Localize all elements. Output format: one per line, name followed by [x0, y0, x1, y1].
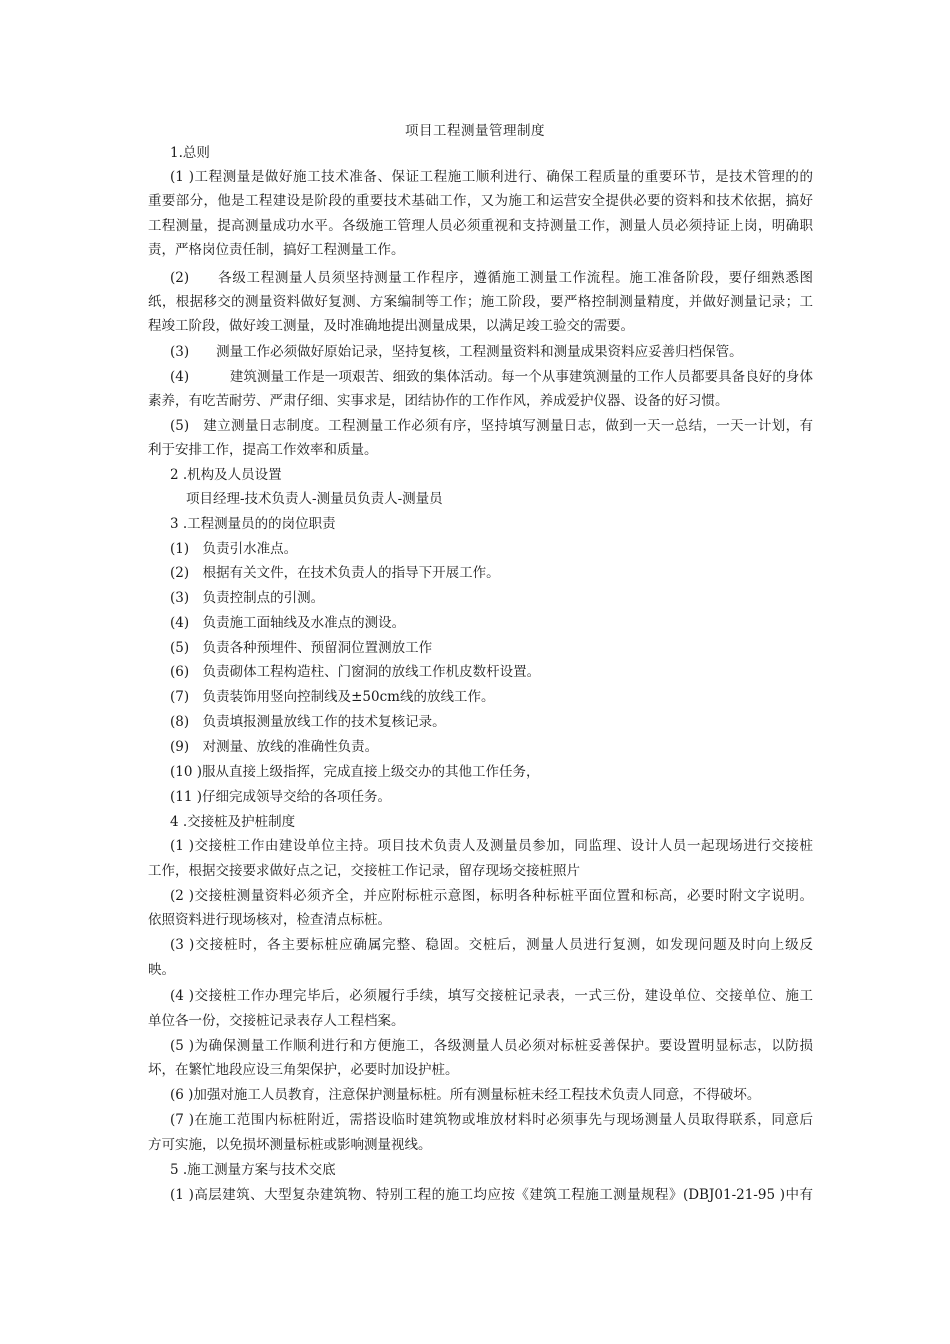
document-title: 项目工程测量管理制度: [405, 123, 545, 139]
org-chain: 项目经理-技术负责人-测量员负责人-测量员: [186, 491, 443, 507]
list-item: (4) 负责施工面轴线及水准点的测设。: [170, 615, 406, 631]
paragraph-line: 工作，根据交接要求做好点之记，交接桩工作记录，留存现场交接桩照片: [148, 863, 580, 879]
paragraph-line: (3 )交接桩时，各主要标桩应确属完整、稳固。交桩后，测量人员进行复测，如发现问题及时向上级反: [170, 937, 813, 953]
paragraph-line: 映。: [148, 962, 175, 978]
list-item: (10 )服从直接上级指挥，完成直接上级交办的其他工作任务，: [170, 764, 540, 780]
paragraph-line: 单位各一份，交接桩记录表存人工程档案。: [148, 1013, 405, 1029]
paragraph-line: (3) 测量工作必须做好原始记录，坚持复核，工程测量资料和测量成果资料应妥善归档保管。: [170, 344, 743, 360]
paragraph-line: (6 )加强对施工人员教育，注意保护测量标桩。所有测量标桩未经工程技术负责人同意，不得破坏。: [170, 1087, 761, 1103]
section-heading: 4 .交接桩及护桩制度: [170, 814, 296, 830]
list-item: (7) 负责装饰用竖向控制线及±50cm线的放线工作。: [170, 689, 495, 705]
paragraph-line: (1 )高层建筑、大型复杂建筑物、特别工程的施工均应按《建筑工程施工测量规程》(DBJ01-21-95 )中有: [170, 1187, 813, 1203]
paragraph-line: (5) 建立测量日志制度。工程测量工作必须有序，坚持填写测量日志，做到一天一总结，一天一计划，有: [170, 418, 813, 434]
paragraph-line: 程竣工阶段，做好竣工测量，及时准确地提出测量成果，以满足竣工验交的需要。: [148, 318, 634, 334]
section-heading: 1.总则: [170, 145, 210, 161]
list-item: (5) 负责各种预埋件、预留洞位置测放工作: [170, 640, 433, 656]
paragraph-line: 工程测量，提高测量成功水平。各级施工管理人员必须重视和支持测量工作，测量人员必须持证上岗，明确职: [148, 218, 813, 234]
paragraph-line: 重要部分，他是工程建设是阶段的重要技术基础工作，又为施工和运营安全提供必要的资料和技术依据，搞好: [148, 193, 813, 209]
paragraph-line: 纸，根据移交的测量资料做好复测、方案编制等工作；施工阶段，要严格控制测量精度，并做好测量记录；工: [148, 294, 813, 310]
paragraph-line: (1 )工程测量是做好施工技术准备、保证工程施工顺利进行、确保工程质量的重要环节，是技术管理的的: [170, 169, 813, 185]
list-item: (11 )仔细完成领导交给的各项任务。: [170, 789, 392, 805]
paragraph-line: 方可实施，以免损坏测量标桩或影响测量视线。: [148, 1137, 432, 1153]
list-item: (6) 负责砌体工程构造柱、门窗洞的放线工作机皮数杆设置。: [170, 664, 541, 680]
paragraph-line: 利于安排工作，提高工作效率和质量。: [148, 442, 378, 458]
paragraph-line: 坏，在繁忙地段应设三角架保护，必要时加设护桩。: [148, 1062, 459, 1078]
paragraph-line: 依照资料进行现场核对，检查清点标桩。: [148, 912, 391, 928]
paragraph-line: (4 )交接桩工作办理完毕后，必须履行手续，填写交接桩记录表，一式三份，建设单位、交接单位、施工: [170, 988, 813, 1004]
section-heading: 3 .工程测量员的的岗位职责: [170, 516, 336, 532]
list-item: (9) 对测量、放线的准确性负责。: [170, 739, 379, 755]
paragraph-line: 责，严格岗位责任制，搞好工程测量工作。: [148, 242, 405, 258]
list-item: (2) 根据有关文件，在技术负责人的指导下开展工作。: [170, 565, 500, 581]
list-item: (8) 负责填报测量放线工作的技术复核记录。: [170, 714, 446, 730]
list-item: (3) 负责控制点的引测。: [170, 590, 325, 606]
paragraph-line: 素养，有吃苦耐劳、严肃仔细、实事求是，团结协作的工作作风，养成爱护仪器、设备的好习惯。: [148, 393, 729, 409]
section-heading: 2 .机构及人员设置: [170, 467, 282, 483]
paragraph-line: (2) 各级工程测量人员须坚持测量工作程序，遵循施工测量工作流程。施工准备阶段，要仔细熟悉图: [170, 270, 813, 286]
paragraph-line: (4) 建筑测量工作是一项艰苦、细致的集体活动。每一个从事建筑测量的工作人员都要具备良好的身体: [170, 369, 813, 385]
paragraph-line: (5 )为确保测量工作顺利进行和方便施工，各级测量人员必须对标桩妥善保护。要设置明显标志，以防损: [170, 1038, 813, 1054]
paragraph-line: (1 )交接桩工作由建设单位主持。项目技术负责人及测量员参加，同监理、设计人员一起现场进行交接桩: [170, 838, 813, 854]
paragraph-line: (7 )在施工范围内标桩附近，需搭设临时建筑物或堆放材料时必须事先与现场测量人员取得联系，同意后: [170, 1112, 813, 1128]
paragraph-line: (2 )交接桩测量资料必须齐全，并应附标桩示意图，标明各种标桩平面位置和标高，必要时附文字说明。: [170, 888, 813, 904]
list-item: (1) 负责引水准点。: [170, 541, 298, 557]
section-heading: 5 .施工测量方案与技术交底: [170, 1162, 336, 1178]
